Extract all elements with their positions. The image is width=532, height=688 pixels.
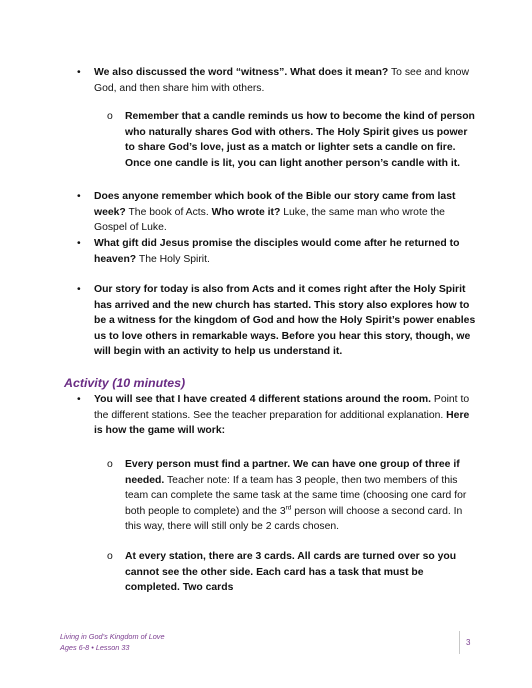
instruction-2: Here is how the game will work:	[94, 409, 470, 437]
sub-partner	[107, 457, 480, 535]
bullet-witness	[77, 65, 480, 96]
sub-bullet-circle: o	[107, 551, 113, 562]
question: Does anyone remember which book of the Bible our story came from last week?	[94, 191, 456, 218]
intro-text: Our story for today is also from Acts and it comes right after the Holy Spirit has arrived and the new church has started. This story also explores how to be a witness for the kingdom of God and how the Holy Spirit’s power enables us to love others in remarkable ways. Before you hear this story, though, we will begin with an activity to help us understand it.	[94, 284, 476, 358]
footer-line-2: Ages 6-8 • Lesson 33	[60, 642, 130, 652]
bullet-story-intro	[77, 282, 480, 360]
page-number: 3	[466, 638, 471, 647]
footer-title	[60, 632, 165, 653]
bullet-dot: •	[77, 191, 81, 202]
bullet-dot: •	[77, 394, 81, 405]
bullet-book-of-acts	[77, 189, 480, 236]
bullet-dot: •	[77, 238, 81, 249]
answer: The book of Acts.	[125, 206, 212, 218]
sub-bullet-circle: o	[107, 459, 113, 470]
bullet-dot: •	[77, 284, 81, 295]
sub-cards	[107, 549, 480, 596]
sub-text: Remember that a candle reminds us how to become the kind of person who naturally shares God with others. The Holy Spirit gives us power to share God’s love, just as a match or lighter sets a candle on fire. Once one candle is lit, you can light another person’s candle with it.	[125, 111, 475, 169]
answer: To see and know God, and then share him with others.	[94, 67, 469, 94]
answer: The Holy Spirit.	[136, 253, 210, 265]
sub-text: Every person must find a partner. We can have one group of three if needed.	[125, 459, 460, 486]
sub-bullet-circle: o	[107, 111, 113, 122]
instruction: You will see that I have created 4 different stations around the room.	[94, 394, 431, 405]
bullet-stations	[77, 392, 480, 439]
activity-heading: Activity (10 minutes)	[64, 376, 186, 390]
teacher-direction: Point to the different stations. See the teacher preparation for additional explanation.	[94, 394, 470, 421]
bullet-dot: •	[77, 67, 81, 78]
sub-candle	[107, 109, 480, 171]
sub-text: At every station, there are 3 cards. All cards are turned over so you cannot see the other side. Each card has a task that must be completed. Two cards	[125, 551, 457, 594]
answer-2: Luke, the same man who wrote the Gospel of Luke.	[94, 206, 445, 234]
footer-line-1: Living in God’s Kingdom of Love	[60, 632, 165, 641]
teacher-note-cont: person will choose a second card. In this way, there will still only be 2 cards chosen.	[125, 505, 463, 533]
question: What gift did Jesus promise the disciples would come after he returned to heaven?	[94, 238, 460, 265]
question: We also discussed the word “witness”. What does it mean?	[94, 67, 389, 78]
teacher-note: Teacher note: If a team has 3 people, then two members of this team can complete the same task at the same time (choosing one card for both people to complete) and the 3	[125, 474, 467, 517]
footer-divider	[459, 631, 460, 654]
superscript: rd	[285, 504, 292, 512]
bullet-gift	[77, 236, 480, 267]
question-2: Who wrote it?	[211, 206, 281, 218]
